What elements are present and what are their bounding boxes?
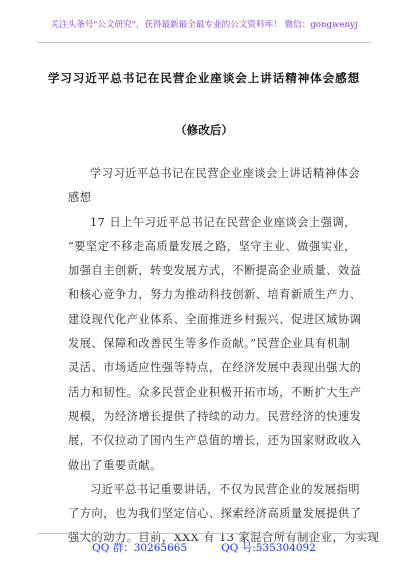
body-line: 规模，为经济增长提供了持续的动力。民营经济的快速发: [68, 409, 362, 423]
body-line: 了方向，也为我们坚定信心、探索经济高质量发展提供了: [68, 507, 362, 521]
document-subtitle: （修改后）: [175, 123, 233, 137]
body-line: 习近平总书记重要讲话，不仅为民营企业的发展指明: [90, 482, 360, 496]
body-line: 强大的动力。目前，XXX 有 13 家混合所有制企业，为实现: [68, 531, 380, 545]
body-line: 加强自主创新，转变发展方式，不断提高企业质量、效益: [68, 264, 362, 278]
footer: [0, 540, 408, 555]
header-banner: 关注头条号"公文研究"，获得最新最全最专业的公文资料库！ 微信：gongwenyj: [50, 20, 358, 30]
body-line: 发展、保障和改善民生等多作贡献。”民营企业具有机制: [68, 337, 351, 351]
body-line: 建设现代化产业体系、全面推进乡村振兴、促进区域协调: [68, 312, 362, 326]
qq-group-number: QQ 群：30265665: [92, 542, 188, 554]
body-line: 17 日上午习近平总书记在民营企业座谈会上强调，: [90, 215, 356, 229]
header-divider: [38, 42, 371, 43]
qq-number: QQ 号:535304092: [221, 542, 316, 554]
body-line: 做出了重要贡献。: [68, 458, 162, 472]
body-line: 展，不仅拉动了国内生产总值的增长，还为国家财政收入: [68, 434, 362, 448]
body-line: “要坚定不移走高质量发展之路，坚守主业、做强实业，: [68, 239, 356, 253]
body-line: 感想: [68, 191, 92, 205]
body-line: 活力和韧性。众多民营企业积极开拓市场，不断扩大生产: [68, 385, 362, 399]
body-line: 灵活、市场适应性强等特点，在经济发展中表现出强大的: [68, 361, 362, 375]
footer-divider: [38, 533, 371, 534]
document-title: 学习习近平总书记在民营企业座谈会上讲话精神体会感想: [47, 71, 361, 85]
body-line: 学习习近平总书记在民营企业座谈会上讲话精神体会: [90, 167, 360, 180]
body-line: 和核心竞争力，努力为推动科技创新、培育新质生产力、: [68, 288, 362, 302]
document-body: [68, 162, 380, 551]
